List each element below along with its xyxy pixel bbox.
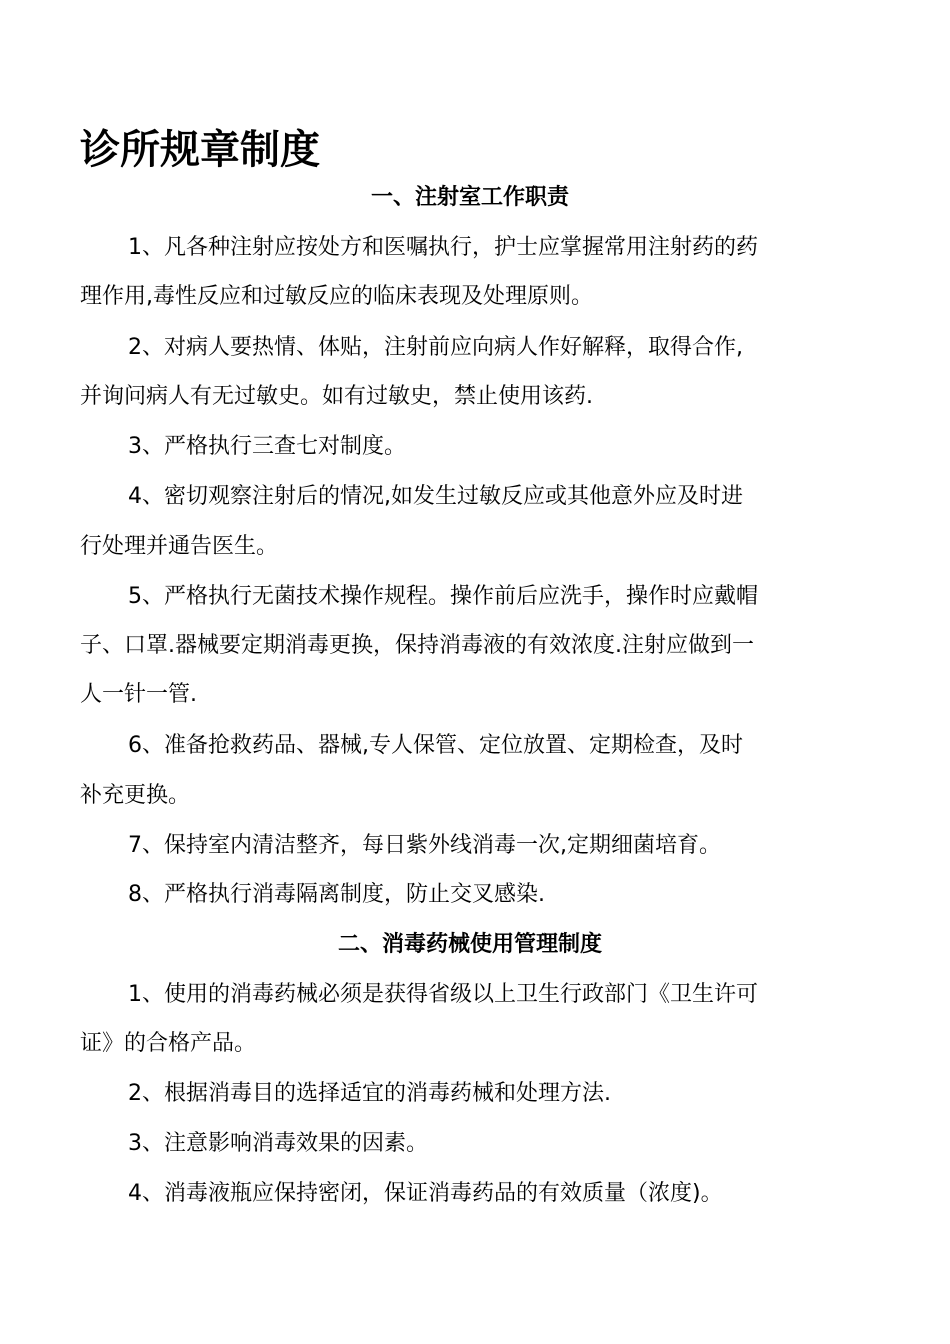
document-title: 诊所规章制度 xyxy=(80,127,320,173)
section-heading: 一、注射室工作职责 xyxy=(370,185,569,210)
paragraph-line: 2、根据消毒目的选择适宜的消毒药械和处理方法. xyxy=(128,1081,611,1106)
paragraph-line: 理作用,毒性反应和过敏反应的临床表现及处理原则。 xyxy=(80,284,593,309)
paragraph-line: 4、消毒液瓶应保持密闭，保证消毒药品的有效质量（浓度)。 xyxy=(128,1181,723,1206)
paragraph-line: 补充更换。 xyxy=(80,783,191,808)
paragraph-line: 3、严格执行三查七对制度。 xyxy=(128,434,406,459)
paragraph-line: 3、注意影响消毒效果的因素。 xyxy=(128,1131,428,1156)
paragraph-line: 7、保持室内清洁整齐，每日紫外线消毒一次,定期细菌培育。 xyxy=(128,833,721,858)
section-heading: 二、消毒药械使用管理制度 xyxy=(337,932,602,957)
paragraph-line: 1、凡各种注射应按处方和医嘱执行，护士应掌握常用注射药的药 xyxy=(128,235,758,260)
paragraph-line: 行处理并通告医生。 xyxy=(80,534,279,559)
paragraph-line: 并询问病人有无过敏史。如有过敏史，禁止使用该药. xyxy=(80,384,593,409)
paragraph-line: 4、密切观察注射后的情况,如发生过敏反应或其他意外应及时进 xyxy=(128,484,743,509)
paragraph-line: 6、准备抢救药品、器械,专人保管、定位放置、定期检查，及时 xyxy=(128,733,743,758)
paragraph-line: 1、使用的消毒药械必须是获得省级以上卫生行政部门《卫生许可 xyxy=(128,982,758,1007)
paragraph-line: 证》的合格产品。 xyxy=(80,1031,257,1056)
paragraph-line: 5、严格执行无菌技术操作规程。操作前后应洗手，操作时应戴帽 xyxy=(128,584,758,609)
paragraph-line: 2、对病人要热情、体贴，注射前应向病人作好解释，取得合作, xyxy=(128,335,743,360)
paragraph-line: 8、严格执行消毒隔离制度，防止交叉感染. xyxy=(128,882,545,907)
paragraph-line: 子、口罩.器械要定期消毒更换，保持消毒液的有效浓度.注射应做到一 xyxy=(80,633,754,658)
paragraph-line: 人一针一管. xyxy=(80,682,197,707)
